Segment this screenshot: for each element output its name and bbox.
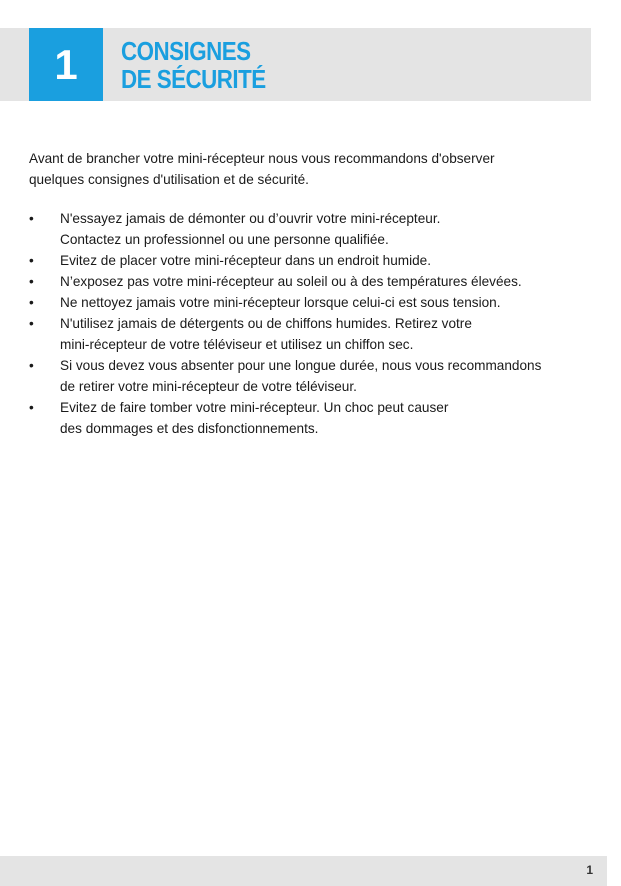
list-item bbox=[29, 313, 599, 355]
list-item-text: Evitez de faire tomber votre mini-récepteur. Un choc peut causer bbox=[60, 400, 449, 415]
list-item bbox=[29, 271, 599, 292]
list-item bbox=[29, 355, 599, 397]
list-item-text: des dommages et des disfonctionnements. bbox=[60, 421, 319, 436]
chapter-number-box bbox=[29, 28, 103, 101]
bullet-marker: • bbox=[29, 358, 34, 373]
chapter-title bbox=[121, 37, 266, 93]
list-item bbox=[29, 397, 599, 439]
intro-line-1: Avant de brancher votre mini-récepteur nous vous recommandons d'observer bbox=[29, 151, 495, 166]
list-item-text: de retirer votre mini-récepteur de votre téléviseur. bbox=[60, 379, 357, 394]
intro-line-2: quelques consignes d'utilisation et de sécurité. bbox=[29, 172, 309, 187]
bullet-marker: • bbox=[29, 400, 34, 415]
bullet-marker: • bbox=[29, 253, 34, 268]
list-item-text: N'utilisez jamais de détergents ou de chiffons humides. Retirez votre bbox=[60, 316, 472, 331]
list-item-text: Ne nettoyez jamais votre mini-récepteur lorsque celui-ci est sous tension. bbox=[60, 295, 501, 310]
footer-band bbox=[0, 856, 607, 886]
bullet-marker: • bbox=[29, 211, 34, 226]
page-number: 1 bbox=[586, 863, 593, 877]
chapter-title-line-2: DE SÉCURITÉ bbox=[121, 64, 266, 94]
list-item-text: N’exposez pas votre mini-récepteur au soleil ou à des températures élevées. bbox=[60, 274, 522, 289]
bullet-marker: • bbox=[29, 316, 34, 331]
list-item bbox=[29, 292, 599, 313]
list-item-text: Contactez un professionnel ou une personne qualifiée. bbox=[60, 232, 389, 247]
list-item-text: N'essayez jamais de démonter ou d’ouvrir votre mini-récepteur. bbox=[60, 211, 441, 226]
list-item-text: Si vous devez vous absenter pour une longue durée, nous vous recommandons bbox=[60, 358, 542, 373]
list-item bbox=[29, 250, 599, 271]
safety-instructions-list bbox=[29, 208, 599, 439]
list-item-text: Evitez de placer votre mini-récepteur dans un endroit humide. bbox=[60, 253, 432, 268]
list-item-text: mini-récepteur de votre téléviseur et utilisez un chiffon sec. bbox=[60, 337, 414, 352]
list-item bbox=[29, 208, 599, 250]
bullet-marker: • bbox=[29, 295, 34, 310]
intro-paragraph bbox=[29, 148, 594, 190]
chapter-number: 1 bbox=[54, 41, 78, 88]
bullet-marker: • bbox=[29, 274, 34, 289]
chapter-title-line-1: CONSIGNES bbox=[121, 36, 251, 66]
